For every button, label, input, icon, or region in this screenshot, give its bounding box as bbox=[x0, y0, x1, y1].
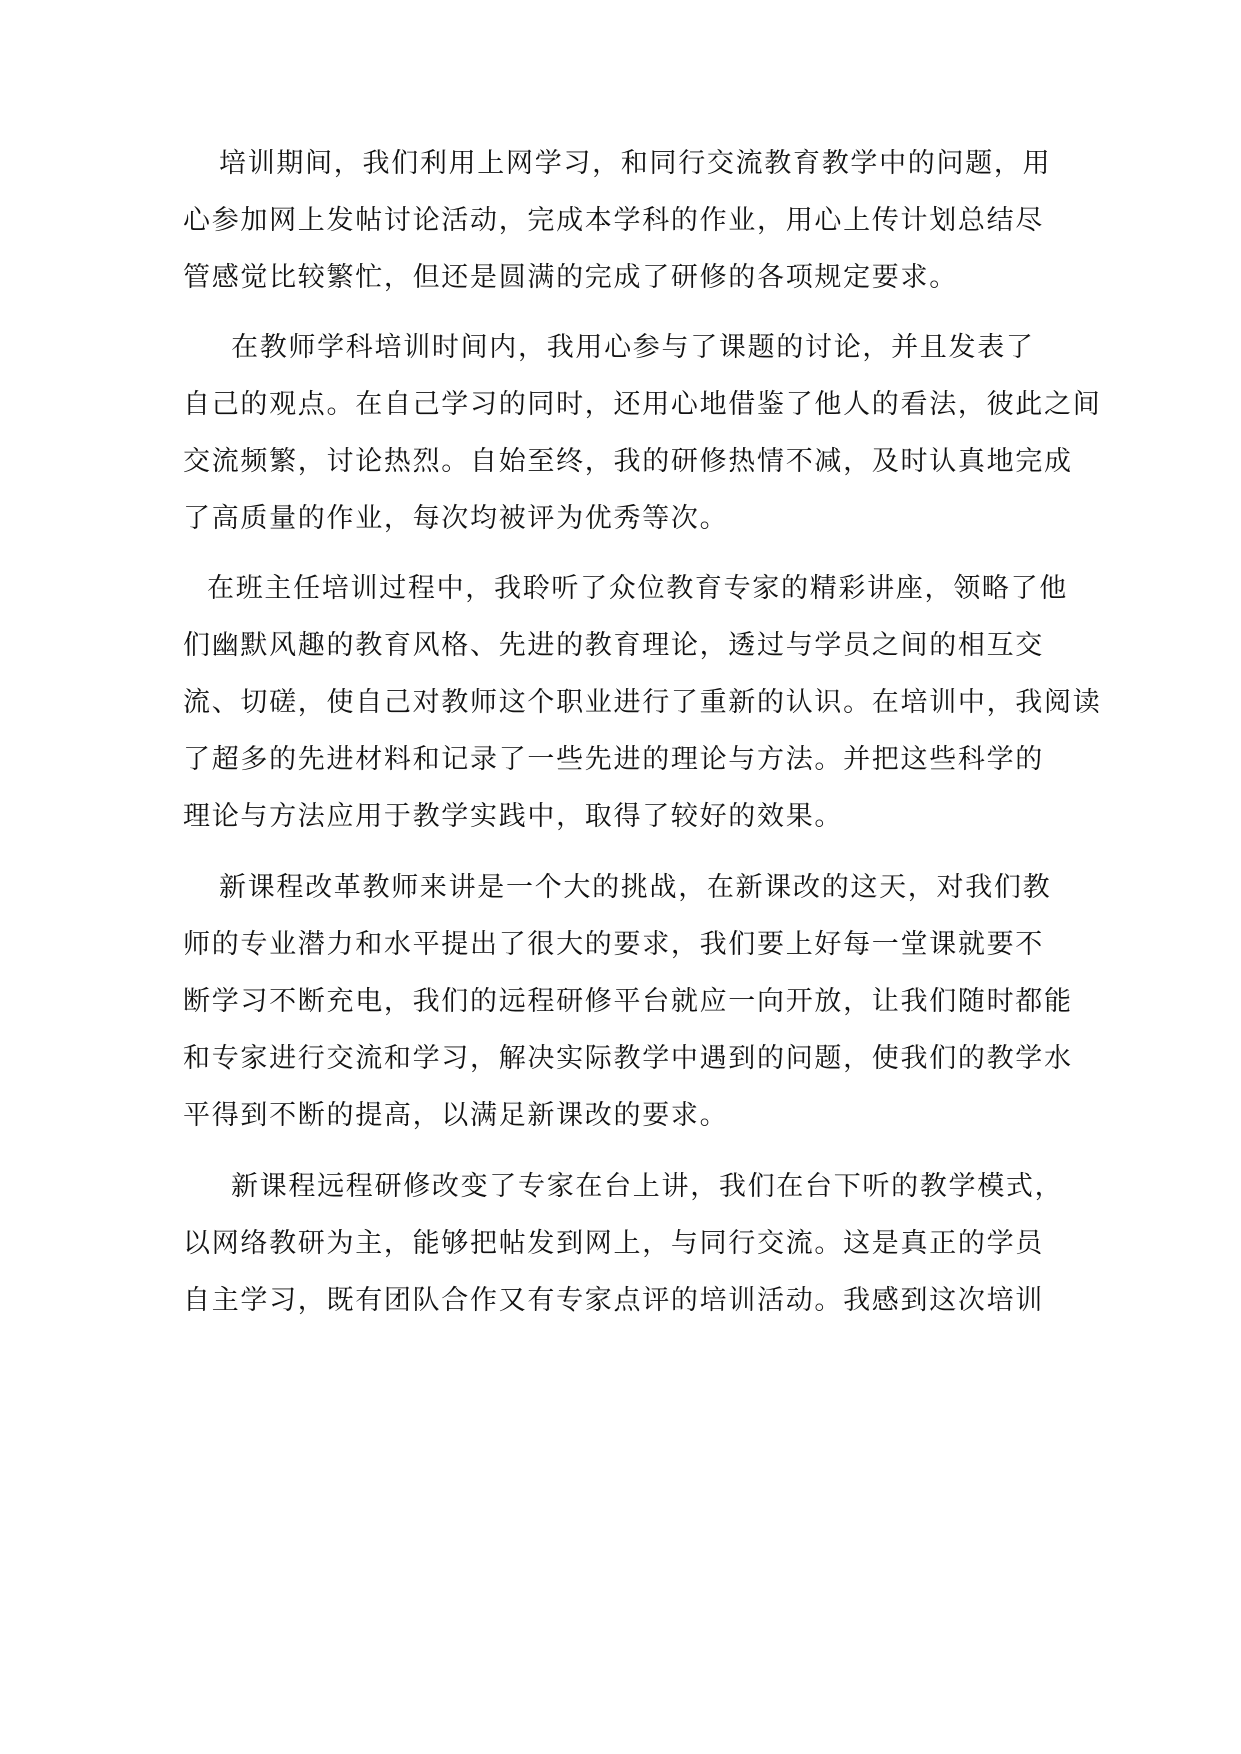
paragraph-4-line-1: 新课程改革教师来讲是一个大的挑战，在新课改的这天，对我们教 bbox=[219, 872, 1052, 903]
paragraph-3-line-1: 在班主任培训过程中，我聆听了众位教育专家的精彩讲座，领略了他 bbox=[207, 573, 1068, 604]
paragraph-4-line-3: 断学习不断充电，我们的远程研修平台就应一向开放，让我们随时都能 bbox=[183, 986, 1073, 1017]
paragraph-4-line-2: 师的专业潜力和水平提出了很大的要求，我们要上好每一堂课就要不 bbox=[183, 929, 1044, 960]
paragraph-1-line-2: 心参加网上发帖讨论活动，完成本学科的作业，用心上传计划总结尽 bbox=[183, 205, 1044, 236]
paragraph-3-line-3: 流、切磋，使自己对教师这个职业进行了重新的认识。在培训中，我阅读 bbox=[183, 687, 1102, 718]
paragraph-4-line-4: 和专家进行交流和学习，解决实际教学中遇到的问题，使我们的教学水 bbox=[183, 1043, 1073, 1074]
paragraph-4-line-5: 平得到不断的提高，以满足新课改的要求。 bbox=[183, 1100, 729, 1131]
paragraph-3-line-5: 理论与方法应用于教学实践中，取得了较好的效果。 bbox=[183, 801, 844, 832]
paragraph-2-line-3: 交流频繁，讨论热烈。自始至终，我的研修热情不减，及时认真地完成 bbox=[183, 446, 1073, 477]
paragraph-5-line-1: 新课程远程研修改变了专家在台上讲，我们在台下听的教学模式， bbox=[231, 1171, 1064, 1202]
paragraph-1-line-3: 管感觉比较繁忙，但还是圆满的完成了研修的各项规定要求。 bbox=[183, 262, 958, 293]
paragraph-3-line-4: 了超多的先进材料和记录了一些先进的理论与方法。并把这些科学的 bbox=[183, 744, 1044, 775]
paragraph-2-line-2: 自己的观点。在自己学习的同时，还用心地借鉴了他人的看法，彼此之间 bbox=[183, 389, 1102, 420]
paragraph-1-line-1: 培训期间，我们利用上网学习，和同行交流教育教学中的问题，用 bbox=[219, 148, 1052, 179]
paragraph-2-line-4: 了高质量的作业，每次均被评为优秀等次。 bbox=[183, 503, 729, 534]
paragraph-5-line-3: 自主学习，既有团队合作又有专家点评的培训活动。我感到这次培训 bbox=[183, 1285, 1044, 1316]
paragraph-2-line-1: 在教师学科培训时间内，我用心参与了课题的讨论，并且发表了 bbox=[231, 332, 1035, 363]
paragraph-5-line-2: 以网络教研为主，能够把帖发到网上，与同行交流。这是真正的学员 bbox=[183, 1228, 1044, 1259]
paragraph-3-line-2: 们幽默风趣的教育风格、先进的教育理论，透过与学员之间的相互交 bbox=[183, 630, 1044, 661]
